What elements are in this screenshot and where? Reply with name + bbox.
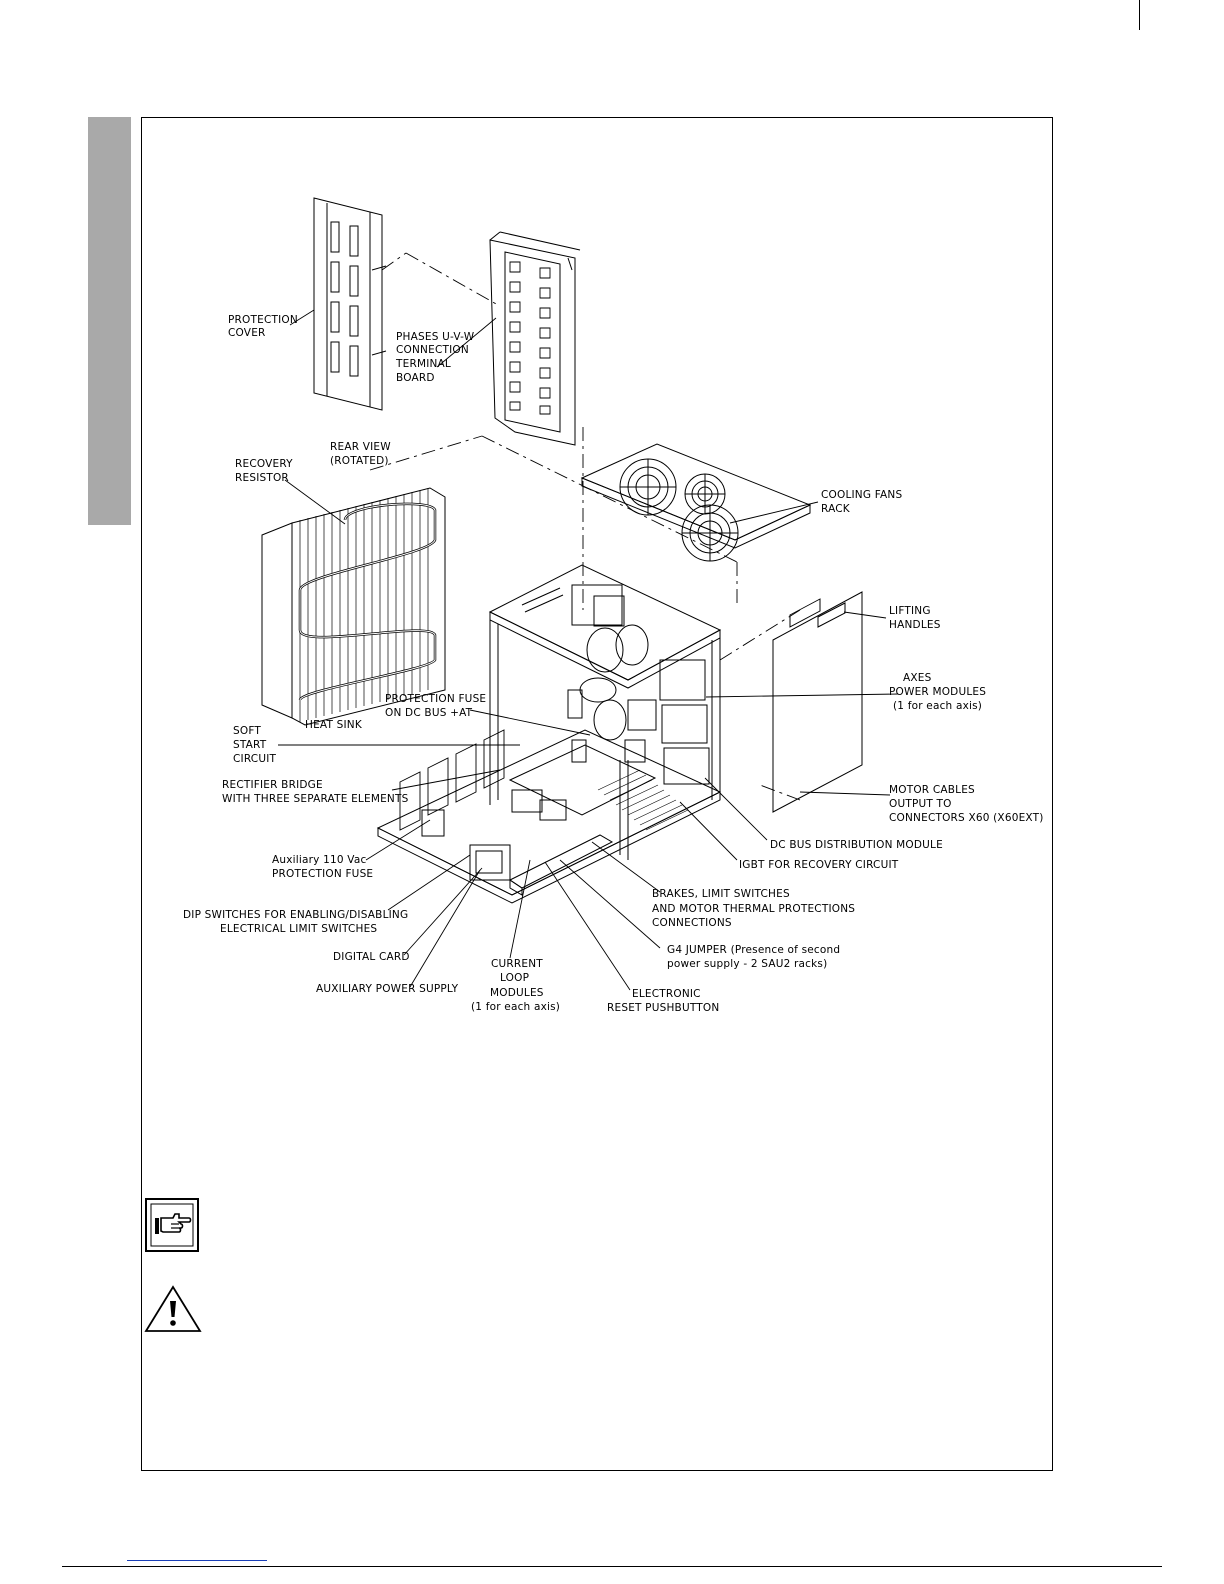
label-cooling-fans: COOLING FANS RACK (821, 489, 903, 515)
label-aux-power-supply: AUXILIARY POWER SUPPLY (316, 983, 459, 995)
label-brakes-limit: BRAKES, LIMIT SWITCHES AND MOTOR THERMAL PROTECTIONS CONNECTIONS (652, 888, 856, 929)
terminal-board-part (490, 232, 580, 445)
label-protection-cover: PROTECTION COVER (228, 314, 298, 339)
label-axes-power-modules: AXES POWER MODULES (1 for each axis) (889, 672, 987, 712)
label-igbt-recovery: IGBT FOR RECOVERY CIRCUIT (739, 859, 899, 871)
label-rear-view: REAR VIEW (ROTATED) (330, 441, 391, 467)
side-panel-part (773, 592, 862, 812)
label-rectifier-bridge: RECTIFIER BRIDGE WITH THREE SEPARATE ELEMENTS (222, 779, 409, 805)
label-digital-card: DIGITAL CARD (333, 951, 410, 963)
label-heat-sink: HEAT SINK (305, 719, 362, 731)
main-cabinet-part (378, 565, 720, 903)
label-electronic-reset: ELECTRONIC RESET PUSHBUTTON (607, 988, 720, 1014)
label-current-loop: CURRENT LOOP MODULES (1 for each axis) (471, 958, 561, 1013)
label-motor-cables: MOTOR CABLES OUTPUT TO CONNECTORS X60 (X60EXT) (889, 784, 1044, 824)
footer-link-underline[interactable] (127, 1560, 267, 1561)
heat-sink-part (262, 488, 445, 725)
label-aux-110-fuse: Auxiliary 110 Vac PROTECTION FUSE (272, 854, 374, 880)
label-dc-bus-distribution: DC BUS DISTRIBUTION MODULE (770, 839, 943, 851)
label-lifting-handles: LIFTING HANDLES (889, 605, 941, 631)
protection-cover-part (314, 198, 386, 410)
pointing-hand-icon (145, 1198, 199, 1252)
label-protection-fuse-dc: PROTECTION FUSE ON DC BUS +AT (385, 693, 487, 719)
cooling-fans-rack-part (582, 444, 810, 561)
leader-lines (278, 310, 898, 990)
label-recovery-resistor: RECOVERY RESISTOR (235, 458, 293, 484)
label-g4-jumper: G4 JUMPER (Presence of second power supply - 2 SAU2 racks) (667, 944, 841, 970)
label-phases-board: PHASES U-V-W CONNECTION TERMINAL BOARD (396, 331, 475, 384)
label-dip-switches: DIP SWITCHES FOR ENABLING/DISABLING ELECTRICAL LIMIT SWITCHES (183, 909, 409, 935)
warning-triangle-icon (144, 1285, 202, 1333)
label-soft-start: SOFT START CIRCUIT (233, 725, 277, 765)
footer-rule (62, 1566, 1162, 1567)
